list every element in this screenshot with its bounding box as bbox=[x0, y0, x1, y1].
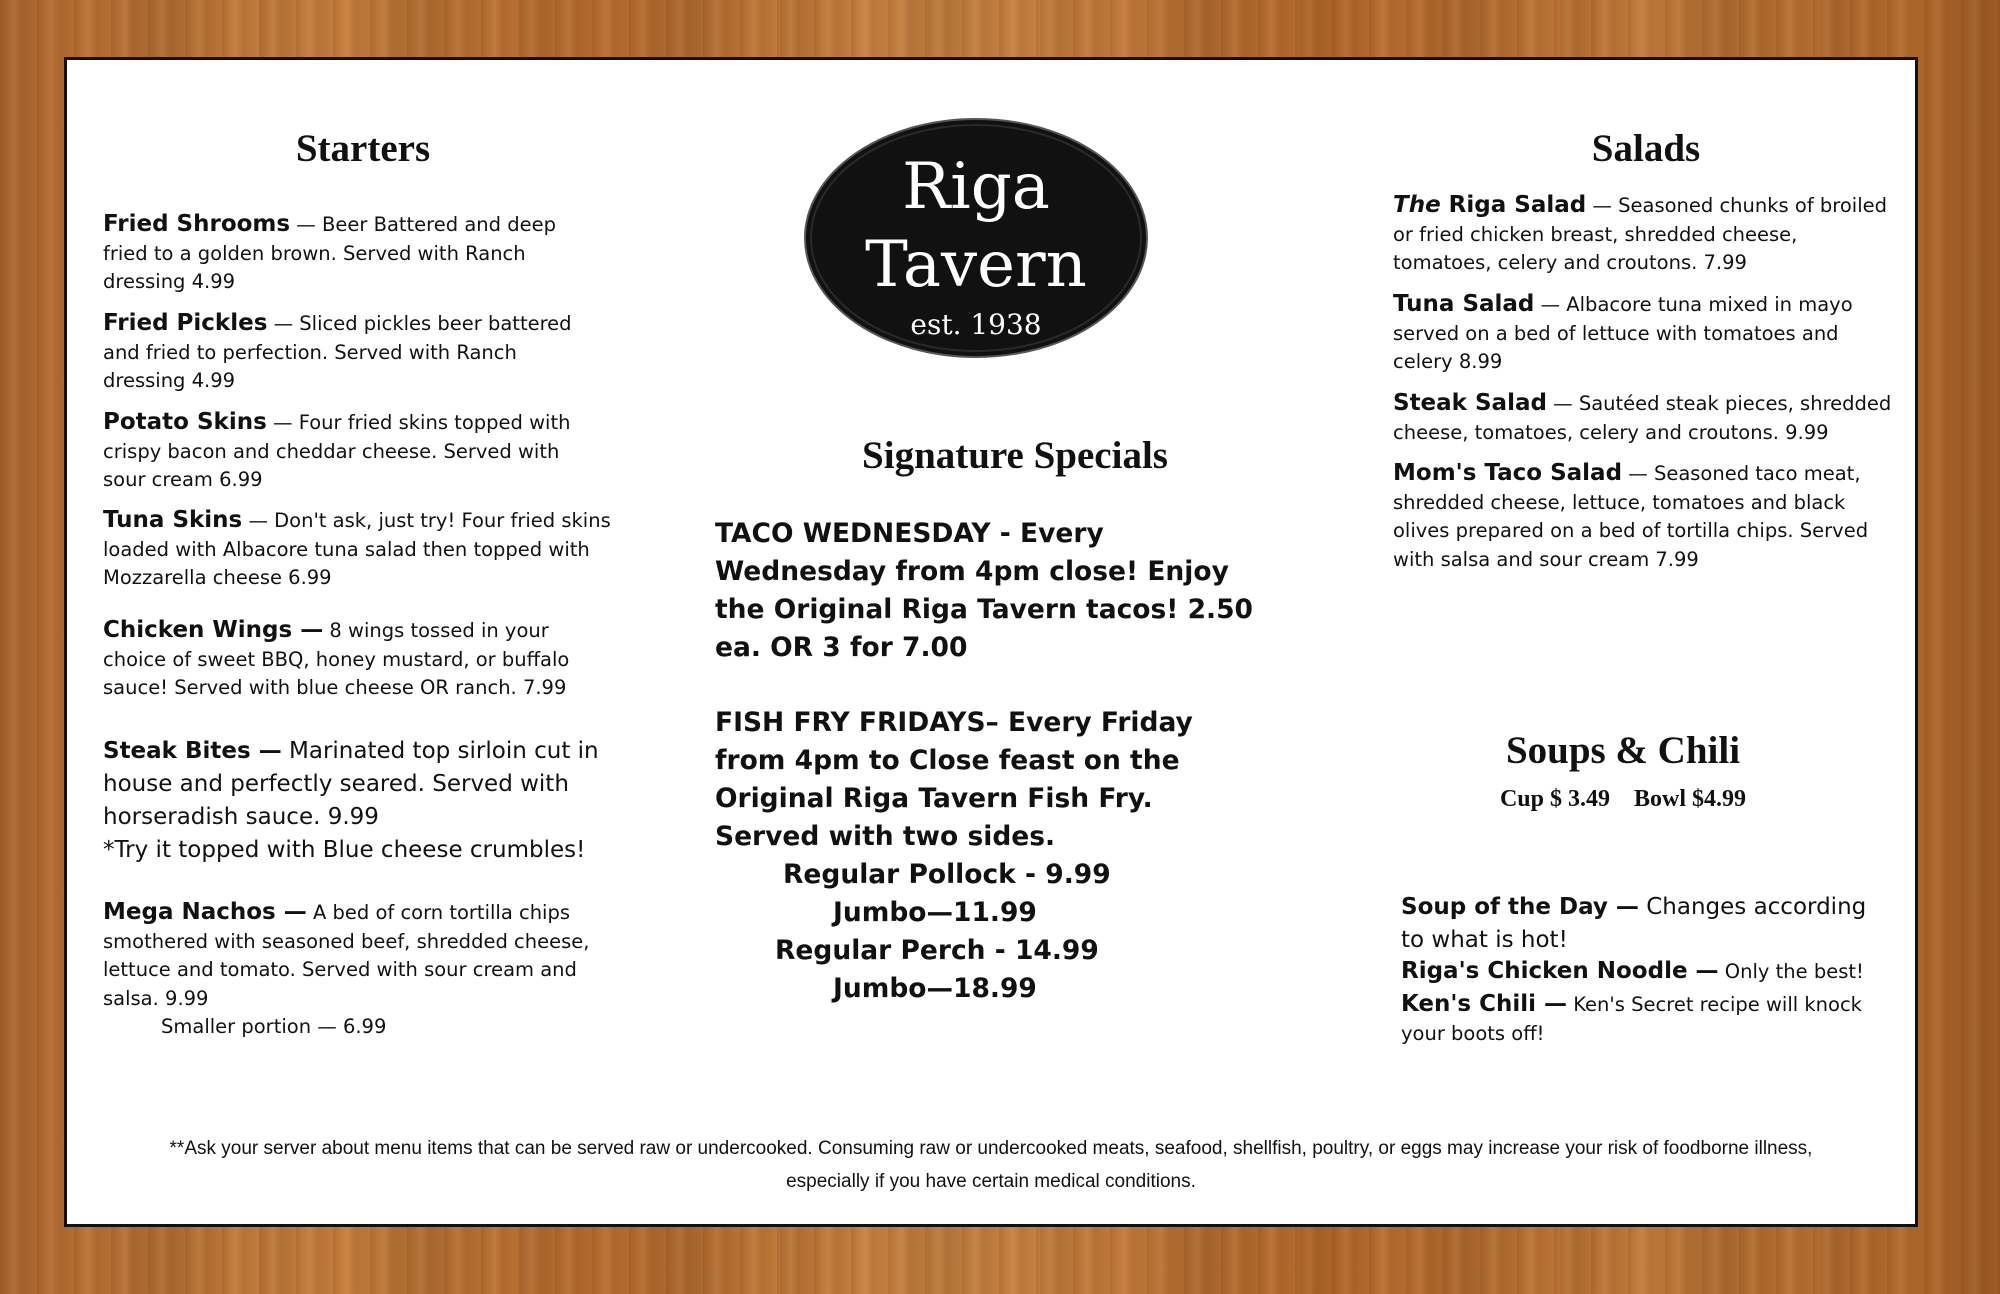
item-name: Potato Skins bbox=[103, 409, 267, 435]
item-desc: — Beer Battered and deep fried to a golden brown. Served with Ranch dressing 4.99 bbox=[103, 213, 556, 293]
item-name: Mom's Taco Salad bbox=[1393, 460, 1623, 486]
cup-price: Cup $ 3.49 bbox=[1499, 786, 1610, 812]
menu-item-steak-salad bbox=[1393, 389, 1898, 447]
menu-item-fried-shrooms bbox=[103, 210, 593, 297]
item-note: Smaller portion — 6.99 bbox=[161, 1015, 387, 1038]
item-desc: — Seasoned chunks of broiled or fried chicken breast, shredded cheese, tomatoes, celery and croutons. 7.99 bbox=[1393, 194, 1888, 274]
logo-line2: Tavern bbox=[865, 228, 1087, 302]
item-desc: A bed of corn tortilla chips smothered with seasoned beef, shredded cheese, lettuce and tomato. Served with sour cream and salsa. 9.99 bbox=[103, 901, 590, 1010]
fish-fry-text: FISH FRY FRIDAYS– Every Friday from 4pm to Close feast on the Original Riga Tavern Fish Fry. Served with two sides. bbox=[715, 707, 1193, 852]
item-name: Tuna Skins bbox=[103, 507, 243, 533]
item-desc: Only the best! bbox=[1718, 960, 1864, 983]
logo-line3: est. 1938 bbox=[910, 308, 1042, 341]
item-desc: — Don't ask, just try! Four fried skins loaded with Albacore tuna salad then topped with Mozzarella cheese 6.99 bbox=[103, 509, 611, 589]
menu-item-riga-salad bbox=[1393, 191, 1898, 278]
item-name: Fried Shrooms bbox=[103, 211, 291, 237]
item-desc: Marinated top sirloin cut in house and perfectly seared. Served with horseradish sauce. 9.99 bbox=[103, 738, 599, 830]
item-name: Soup of the Day — bbox=[1401, 894, 1639, 920]
item-name: Chicken Wings — bbox=[103, 617, 324, 643]
menu-item-soup-of-the-day bbox=[1401, 891, 1891, 957]
menu-item-fried-pickles bbox=[103, 309, 593, 396]
disclaimer-line2: especially if you have certain medical conditions. bbox=[786, 1171, 1196, 1192]
taco-wednesday-special: TACO WEDNESDAY - Every Wednesday from 4pm close! Enjoy the Original Riga Tavern tacos! 2.50 ea. OR 3 for 7.00 bbox=[715, 518, 1253, 663]
item-desc: — Sliced pickles beer battered and fried to perfection. Served with Ranch dressing 4.99 bbox=[103, 312, 572, 392]
item-desc: — Sautéed steak pieces, shredded cheese, tomatoes, celery and croutons. 9.99 bbox=[1393, 392, 1892, 444]
price-regular-perch: Regular Perch - 14.99 bbox=[775, 935, 1099, 966]
item-name: Steak Salad bbox=[1393, 390, 1547, 416]
menu-item-chicken-wings bbox=[103, 616, 603, 703]
item-name-prefix: The bbox=[1393, 192, 1441, 218]
item-desc: Ken's Secret recipe will knock your boots off! bbox=[1401, 993, 1862, 1045]
price-jumbo-perch: Jumbo—18.99 bbox=[833, 973, 1037, 1004]
menu-item-mega-nachos bbox=[103, 898, 603, 1042]
fish-fry-special bbox=[715, 704, 1235, 1008]
item-name: Riga Salad bbox=[1440, 192, 1587, 218]
soup-prices bbox=[1393, 786, 1853, 813]
menu-item-moms-taco-salad bbox=[1393, 459, 1898, 574]
item-desc: — Four fried skins topped with crispy bacon and cheddar cheese. Served with sour cream 6.99 bbox=[103, 411, 571, 491]
salads-title: Salads bbox=[1591, 127, 1701, 170]
item-name: Fried Pickles bbox=[103, 310, 268, 336]
menu-item-potato-skins bbox=[103, 408, 593, 495]
menu-item-tuna-skins bbox=[103, 506, 613, 593]
logo-line1: Riga bbox=[902, 150, 1050, 224]
starters-title: Starters bbox=[295, 127, 431, 170]
item-desc: 8 wings tossed in your choice of sweet BBQ, honey mustard, or buffalo sauce! Served with blue cheese OR ranch. 7.99 bbox=[103, 619, 570, 699]
item-desc: — Seasoned taco meat, shredded cheese, lettuce, tomatoes and black olives prepared on a bed of tortilla chips. Served with salsa and sour cream 7.99 bbox=[1393, 462, 1869, 571]
price-regular-pollock: Regular Pollock - 9.99 bbox=[783, 859, 1111, 890]
item-name: Steak Bites — bbox=[103, 738, 282, 764]
disclaimer-line1: **Ask your server about menu items that can be served raw or undercooked. Consuming raw or undercooked meats, seafood, shellfish, poultry, or eggs may increase your risk of foodborne illness, bbox=[169, 1138, 1813, 1159]
item-desc: Changes according to what is hot! bbox=[1401, 894, 1867, 953]
menu-item-chicken-noodle bbox=[1401, 957, 1901, 987]
item-name: Ken's Chili — bbox=[1401, 991, 1568, 1017]
menu-item-steak-bites bbox=[103, 735, 613, 867]
menu-item-kens-chili bbox=[1401, 990, 1891, 1048]
specials-title: Signature Specials bbox=[862, 434, 1168, 477]
menu-item-tuna-salad bbox=[1393, 290, 1883, 377]
item-desc: — Albacore tuna mixed in mayo served on a bed of lettuce with tomatoes and celery 8.99 bbox=[1393, 293, 1853, 373]
item-name: Riga's Chicken Noodle — bbox=[1401, 958, 1719, 984]
riga-tavern-logo bbox=[802, 116, 1150, 360]
food-safety-disclaimer bbox=[67, 1132, 1915, 1198]
bowl-price: Bowl $4.99 bbox=[1634, 786, 1747, 812]
item-note: *Try it topped with Blue cheese crumbles! bbox=[103, 837, 586, 863]
soups-title: Soups & Chili bbox=[1505, 729, 1741, 772]
menu-board bbox=[64, 57, 1918, 1227]
price-jumbo-pollock: Jumbo—11.99 bbox=[833, 897, 1037, 928]
item-name: Tuna Salad bbox=[1393, 291, 1535, 317]
item-name: Mega Nachos — bbox=[103, 899, 307, 925]
